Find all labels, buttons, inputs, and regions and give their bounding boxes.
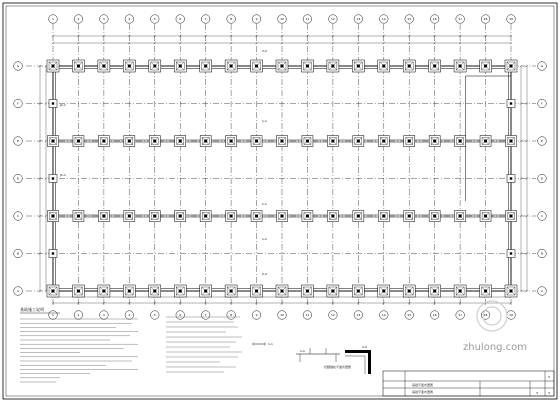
grid-bubble-col-label: 1 [52,17,54,22]
grid-bubble-row-label: E [17,139,19,144]
column-label-2: JC-1 [60,173,66,177]
grid-bubble-col-label: 19 [509,17,513,22]
plan-label-2: 1-1 [262,119,267,123]
grid-bubble-col-label: 13 [356,313,361,318]
grid-bubble-col-label: 2 [77,17,80,22]
grid-bubble-row-label: F [17,101,19,106]
section-detail-2 [345,345,371,374]
grid-bubble-col-label: 19 [509,313,513,318]
title-block [383,371,554,396]
plan-label-4: 1-1 [262,237,267,241]
grid-bubble-row-label: D [540,176,544,181]
section-detail-label: 1-1 [300,349,305,353]
section-detail-label-2: 2-2 [362,345,367,349]
notes-right-column [166,317,242,372]
grid-bubble-col-label: 8 [230,17,233,22]
grid-bubble-col-label: 7 [204,17,207,22]
column-label-1: JC-1 [60,103,66,107]
notes-left-column [20,319,138,382]
grid-bubble-col-label: 12 [330,17,335,22]
grid-bubble-row-label: A [16,289,20,294]
grid-bubble-row-label: A [540,289,544,294]
grid-bubble-row-label: E [541,139,543,144]
grid-bubble-row-label: C [16,214,20,219]
scale-marker [253,342,273,346]
grid-bubble-col-label: 6 [179,313,182,318]
grid-bubble-col-label: 3 [102,313,105,318]
title-sheet-no-2: 3 [536,391,538,395]
grid-bubble-col-label: 18 [483,313,488,318]
grid-bubble-row-label: B [540,251,544,256]
grid-bubble-col-label: 11 [305,17,310,22]
title-sheet-no: 3 [548,375,550,379]
grid-bubble-col-label: 12 [330,313,335,318]
watermark [463,301,527,353]
grid-bubble-col-label: 16 [432,17,437,22]
plan-label-1: 2-2 [262,49,267,53]
grid-bubble-col-label: 9 [255,17,258,22]
grid-bubble-col-label: 10 [280,17,284,22]
grid-bubble-col-label: 1 [52,313,54,318]
plan-labels [59,49,267,276]
grid-bubble-row-label: G [16,64,20,69]
grid-bubble-col-label: 4 [128,17,131,22]
grid-bubble-row-label: C [540,214,544,219]
detail-caption: 柱脚锚栓平面布置图 [324,365,352,369]
title-sheet-total: 3 [548,391,550,395]
plan-label-3: 1-1 [262,202,267,206]
grid-bubble-row-label: D [16,176,20,181]
grid-bubble-row-label: F [541,101,543,106]
grid-bubble-col-label: 15 [407,17,412,22]
grid-bubble-col-label: 11 [305,313,310,318]
grid-bubble-col-label: 7 [204,313,207,318]
grid-bubble-col-label: 17 [458,17,463,22]
grid-bubble-row-label: G [540,64,544,69]
grid-bubble-col-label: 16 [432,313,437,318]
grid-bubble-col-label: 9 [255,313,258,318]
grid-bubble-col-label: 14 [381,17,386,22]
grid-bubble-col-label: 5 [153,313,156,318]
grid-bubble-col-label: 10 [280,313,284,318]
grid-bubble-col-label: 15 [407,313,412,318]
grid-bubble-row-label: B [16,251,20,256]
plan-label-5: 2-2 [262,272,267,276]
grid-bubble-col-label: 18 [483,17,488,22]
grid-bubble-col-label: 13 [356,17,361,22]
scale-label: 1-1 [268,342,273,346]
grid-bubble-col-label: 6 [179,17,182,22]
dimension-lines [39,35,528,304]
section-detail-1 [296,348,351,369]
grid-bubble-col-label: 14 [381,313,386,318]
grid-bubble-col-label: 5 [153,17,156,22]
title-drawing-name-2: 基础平面布置图 [412,390,434,394]
grid-bubble-col-label: 17 [458,313,463,318]
title-drawing-name: 基础平面布置图 [412,383,434,387]
grid-bubble-col-label: 4 [128,313,131,318]
grid-bubble-col-label: 2 [77,313,80,318]
watermark-text: zhulong.com [463,342,528,353]
grid-bubble-col-label: 3 [102,17,105,22]
notes-title: 基础施工说明 [20,307,44,312]
grid-bubble-col-label: 8 [230,313,233,318]
